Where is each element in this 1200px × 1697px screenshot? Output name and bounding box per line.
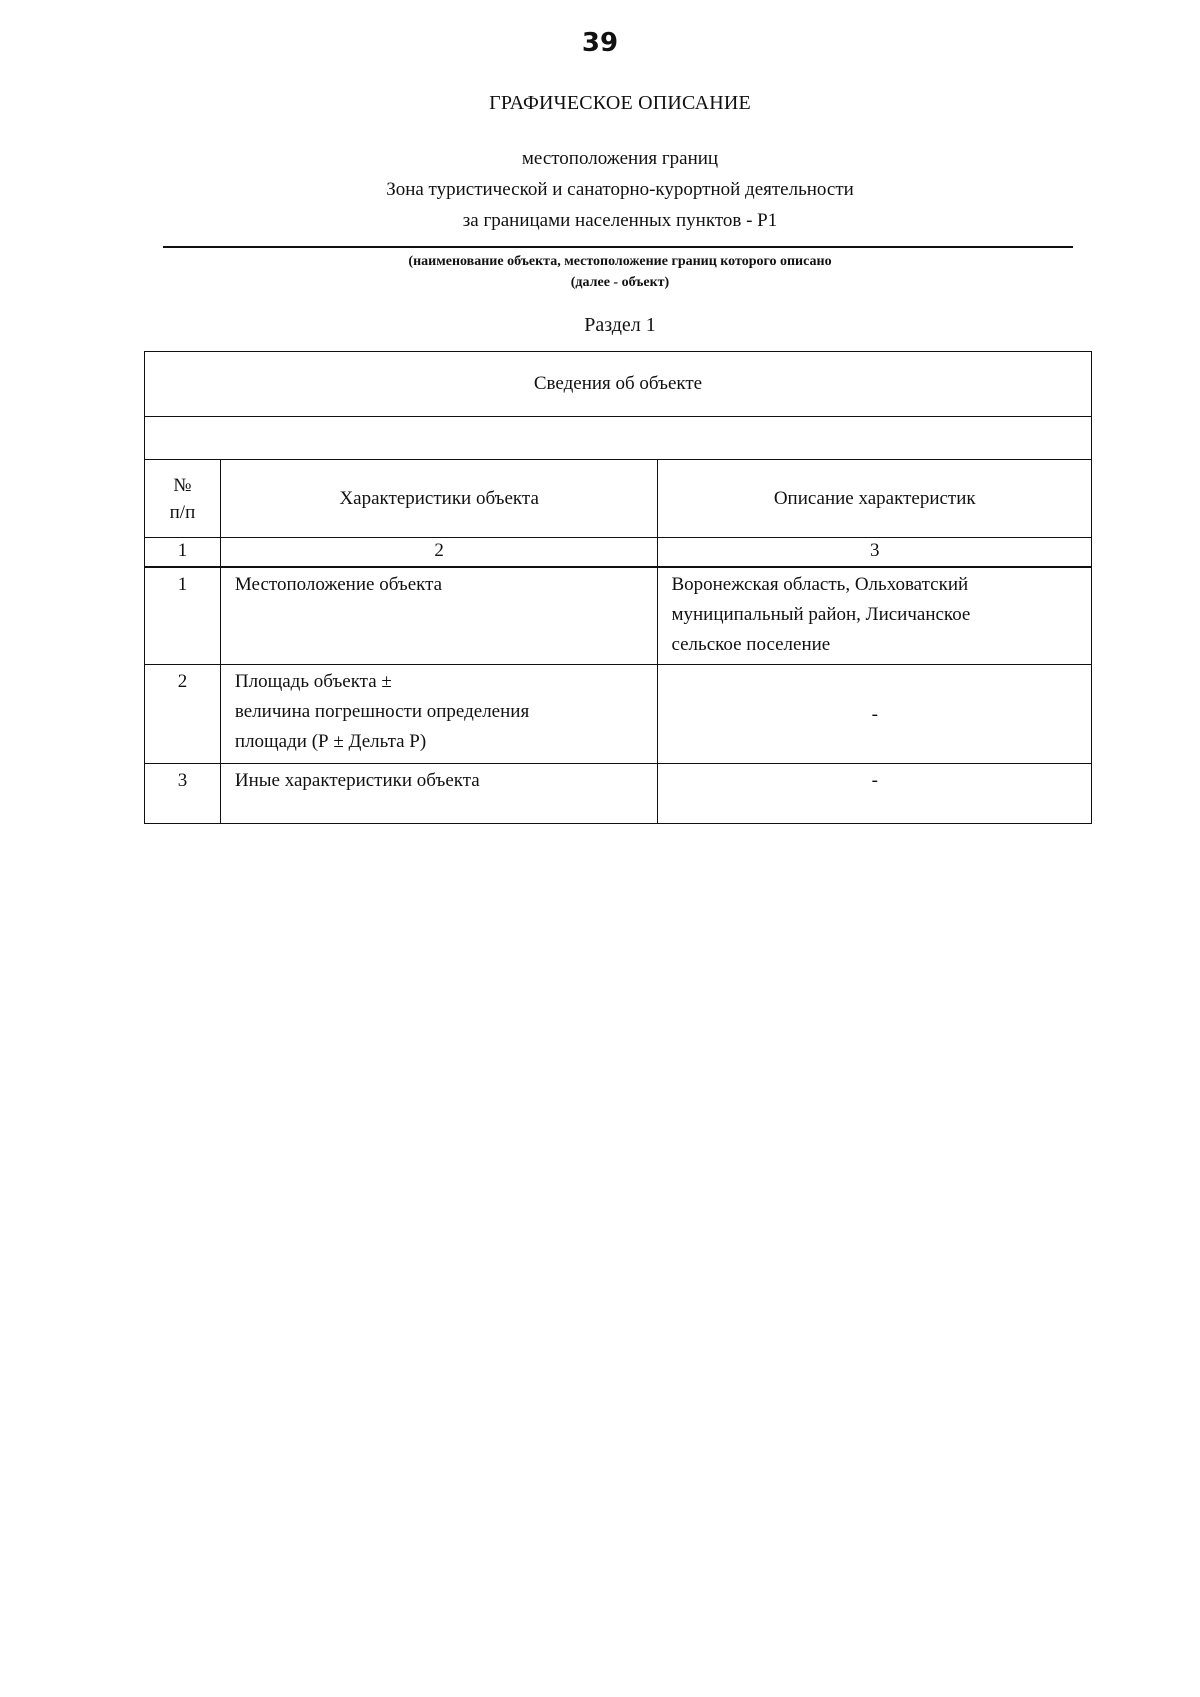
document-subtitle: [0, 143, 1200, 236]
document-title: ГРАФИЧЕСКОЕ ОПИСАНИЕ: [489, 92, 751, 114]
characteristic-line: Иные характеристики объекта: [234, 770, 480, 791]
description-line: сельское поселение: [671, 634, 831, 655]
subtitle-line: за границами населенных пунктов - Р1: [462, 210, 778, 231]
row-description: -: [658, 665, 1092, 764]
characteristic-line: Площадь объекта ±: [234, 671, 392, 692]
table-header: Сведения об объекте: [145, 352, 1092, 417]
row-number: 1: [145, 567, 221, 665]
row-number: 3: [145, 764, 221, 824]
row-description: -: [658, 764, 1092, 824]
title-underline: [163, 246, 1073, 248]
description-line: Воронежская область, Ольховатский: [671, 574, 969, 595]
table-row: [145, 567, 1092, 665]
page-number: 39: [581, 28, 619, 58]
characteristic-line: площади (Р ± Дельта Р): [234, 731, 427, 752]
table-row: [145, 764, 1092, 824]
num-abbrev: п/п: [169, 501, 196, 523]
caption-line: (наименование объекта, местоположение границ которого описано: [408, 254, 832, 269]
row-number: 2: [145, 665, 221, 764]
num-symbol: №: [173, 474, 192, 496]
table-header-row: [145, 352, 1092, 417]
description-line: муниципальный район, Лисичанское: [671, 604, 971, 625]
row-characteristic: [220, 665, 658, 764]
subtitle-line: местоположения границ: [521, 148, 719, 169]
empty-cell: [145, 417, 1092, 460]
characteristic-line: величина погрешности определения: [234, 701, 530, 722]
column-number: 3: [658, 538, 1092, 568]
subtitle-line: Зона туристической и санаторно-курортной деятельности: [386, 179, 854, 200]
column-number: 1: [145, 538, 221, 568]
row-characteristic: [220, 764, 658, 824]
row-description: [658, 567, 1092, 665]
column-number: 2: [220, 538, 658, 568]
object-caption: [0, 251, 1200, 293]
column-number-row: [145, 538, 1092, 568]
row-characteristic: [220, 567, 658, 665]
column-header-row: [145, 460, 1092, 538]
column-header-characteristic: Характеристики объекта: [220, 460, 658, 538]
column-header-num: [145, 460, 221, 538]
table-row: [145, 665, 1092, 764]
table-empty-row: [145, 417, 1092, 460]
column-header-description: Описание характеристик: [658, 460, 1092, 538]
object-info-table: [144, 351, 1092, 824]
section-heading: Раздел 1: [584, 314, 656, 336]
characteristic-line: Местоположение объекта: [234, 574, 443, 595]
caption-line: (далее - объект): [570, 275, 670, 290]
